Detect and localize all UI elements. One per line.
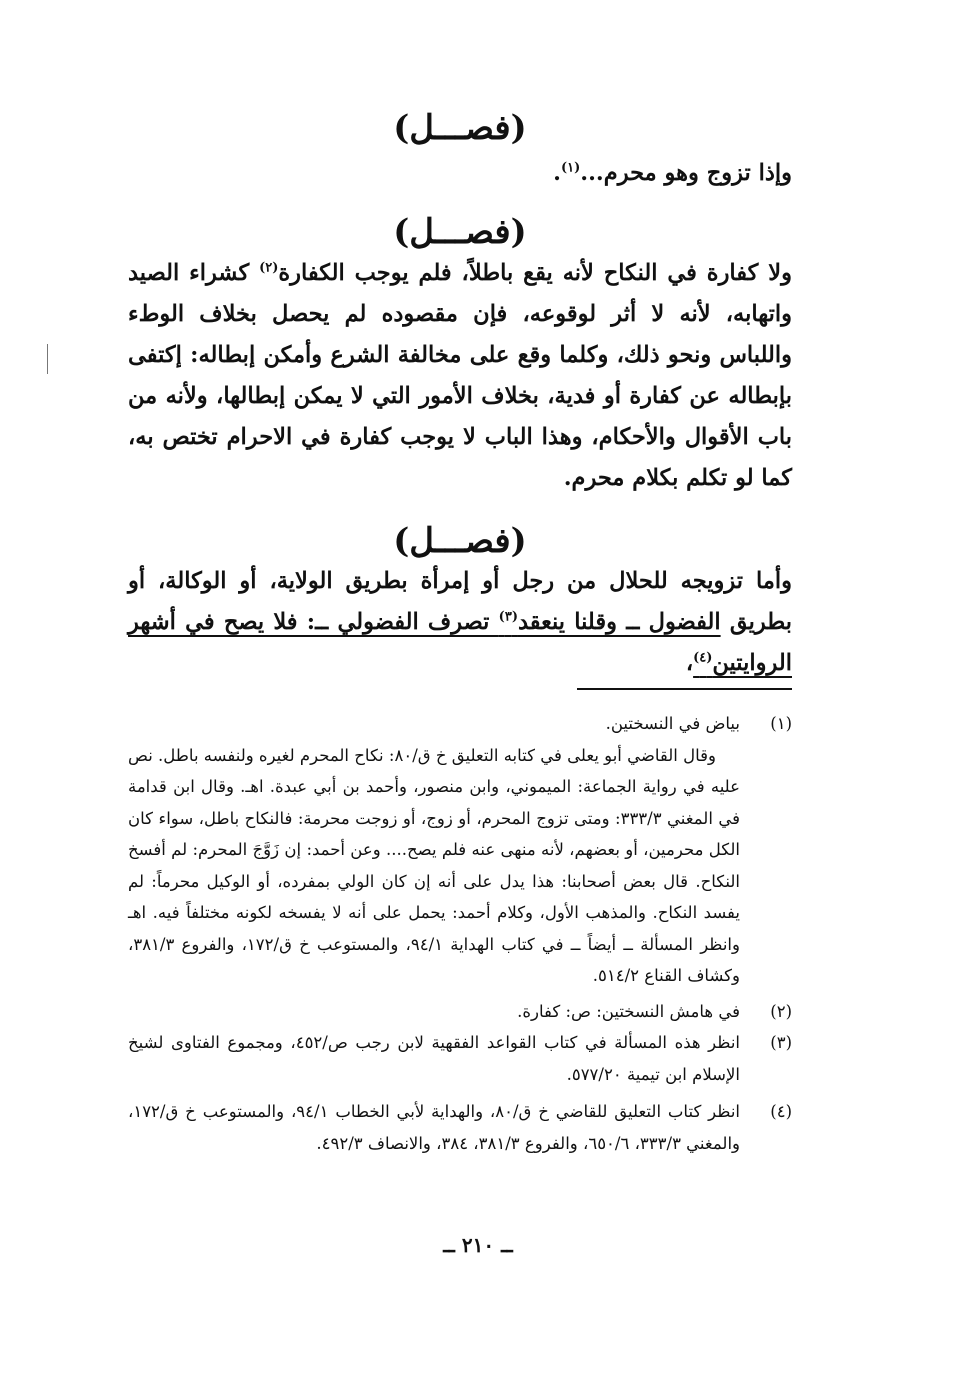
- footnote-ref-3[interactable]: (٣): [498, 609, 518, 625]
- footnote-body: [128, 1096, 740, 1159]
- section-3-part1: وأما تزويجه للحلال من رجل أو إمرأة بطريق الولاية، أو الوكالة، أو بطريق: [128, 568, 792, 636]
- footnote-body: [128, 996, 740, 1028]
- footnote-3: [128, 1027, 792, 1090]
- footnote-1: [128, 708, 792, 992]
- footnote-paragraph: في هامش النسختين: ص: كفارة.: [517, 1001, 740, 1021]
- section-3-underlined: [128, 609, 792, 676]
- footnote-paragraph: بياض في النسختين.: [605, 714, 740, 734]
- footnotes: [128, 708, 792, 1159]
- margin-mark: [47, 344, 48, 374]
- page-number: ــ ٢١٠ ــ: [443, 1233, 513, 1257]
- section-heading-3: (فصـــل): [393, 520, 527, 561]
- section-2-text: [128, 253, 792, 499]
- section-2-part1: ولا كفارة في النكاح لأنه يقع باطلاً، فلم يوجب الكفارة: [278, 259, 792, 286]
- section-3-part3: تصرف الفضولي ــ: فلا يصح في أشهر الروايتين: [128, 609, 792, 677]
- footnote-number: (١): [770, 714, 792, 734]
- section-1-text: [128, 153, 792, 194]
- footnote-body: [128, 1027, 740, 1090]
- footnote-number: (٢): [770, 1001, 792, 1021]
- section-1-end: .: [553, 159, 561, 186]
- footnote-paragraph: وقال القاضي أبو يعلى في كتابه التعليق خ ق/٨٠: نكاح المحرم لغيره ولنفسه باطل. نص عليه في رواية الجماعة: الميموني، وابن منصور، وأحمد بن أبي عبدة. اهـ. وقال ابن قدامة في المغني ٣٣٣/٣: ومتى تزوج المحرم، أو زوج، أو زوجت محرمة: فالنكاح باطل، سواء كان الكل محرمين، أو بعضهم، لأنه منهى عنه فلم يصح.... وعن أحمد: إن زَوَّجَ المحرم: لم أفسخ النكاح. قال بعض أصحابنا: هذا يدل على أنه إن كان الولي بمفرده، أو الوكيل محرماً: لم يفسد النكاح. والمذهب الأول، وكلام أحمد: يحمل على أنه لا يفسخه لكونه مختلفاً فيه. اهـ وانظر المسألة ــ أيضاً ــ في كتاب الهداية ٩٤/١، والمستوعب خ ق/١٧٢، والفروع ٣٨١/٣، وكشاف القناع ٥١٤/٢.: [128, 745, 740, 986]
- footnote-2: [128, 996, 792, 1028]
- footnote-number: (٣): [770, 1033, 792, 1053]
- page-body: [128, 108, 792, 1159]
- section-2-part2: كشراء الصيد واتهابه، لأنه لا أثر لوقوعه، فإن مقصوده لم يحصل بخلاف الوطء واللباس ونحو ذلك، وكلما وقع على مخالفة الشرع وأمكن إبطاله: إكتفى بإبطاله عن كفارة أو فدية، بخلاف الأمور التي لا يمكن إبطالها، ولأنه من باب الأقوال والأحكام، وهذا الباب لا يوجب كفارة في الاحرام تختص به، كما لو تكلم بكلام محرم.: [128, 259, 792, 491]
- footnote-number: (٤): [770, 1102, 792, 1122]
- footnote-paragraph: انظر كتاب التعليق للقاضي خ ق/٨٠، والهداية لأبي الخطاب ٩٤/١، والمستوعب خ ق/١٧٢، والمغني ٣٣٣/٣، ٦٥٠/٦، والفروع ٣٨١/٣، ٣٨٤، والانصاف ٤٩٢/٣.: [128, 1102, 740, 1153]
- footnote-ref-1[interactable]: (١): [560, 160, 581, 176]
- section-heading-1: (فصـــل): [393, 108, 527, 148]
- section-3-end: ،: [685, 650, 694, 677]
- footnote-body: [128, 708, 740, 992]
- footnote-4: [128, 1096, 792, 1159]
- section-3-text: [128, 561, 792, 684]
- footnote-ref-4[interactable]: (٤): [693, 650, 713, 666]
- section-heading-2: (فصـــل): [393, 211, 527, 252]
- section-1-body: وإذا تزوج وهو محرم...: [580, 159, 792, 186]
- footnote-paragraph: انظر هذه المسألة في كتاب القواعد الفقهية لابن رجب ص/٤٥٢، ومجموع الفتاوى لشيخ الإسلام ابن تيمية ٥٧٧/٢٠.: [128, 1033, 740, 1084]
- section-3-part2: الفضول ــ وقلنا ينعقد: [517, 609, 721, 636]
- footnote-separator: [577, 688, 792, 690]
- footnote-ref-2[interactable]: (٢): [259, 260, 279, 276]
